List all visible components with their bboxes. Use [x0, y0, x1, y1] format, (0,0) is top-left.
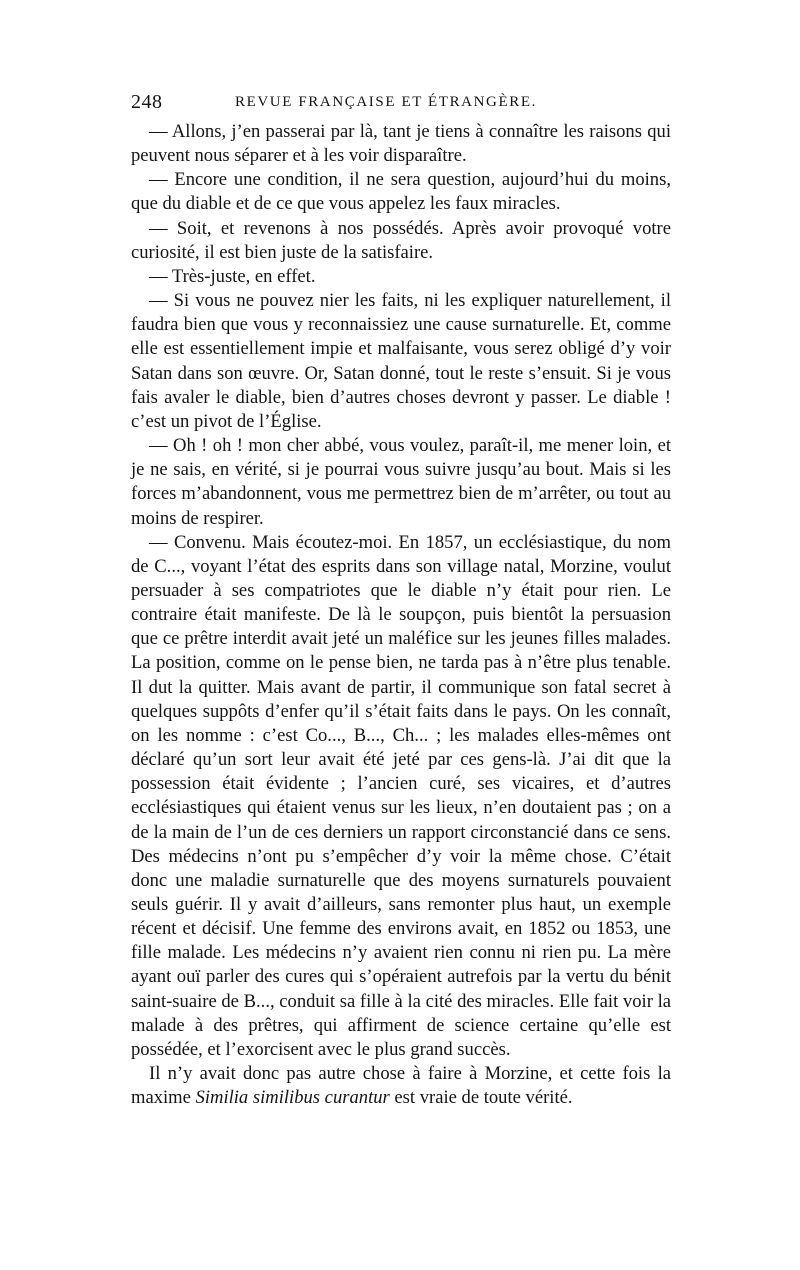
paragraph: — Soit, et revenons à nos possédés. Après avoir provoqué votre curiosité, il est bien juste de la satisfaire. [131, 217, 671, 263]
paragraph: — Si vous ne pouvez nier les faits, ni les expliquer naturellement, il faudra bien que vous y reconnaissiez une cause surnaturelle. Et, comme elle est essentiellement impie et malfaisante, vous serez obligé d’y voir Satan dans son œuvre. Or, Satan donné, tout le reste s’ensuit. Si je vous fais avaler le diable, bien d’autres choses devront y passer. Le diable ! c’est un pivot de l’Église. [131, 290, 671, 432]
book-page [131, 88, 671, 1110]
paragraph: — Oh ! oh ! mon cher abbé, vous voulez, paraît-il, me mener loin, et je ne sais, en vérité, si je pourrai vous suivre jusqu’au bout. Mais si les forces m’abandonnent, vous me permettrez bien de m’arrêter, ou tout au moins de respirer. [131, 435, 671, 529]
latin-maxim: Similia similibus curantur [195, 1087, 390, 1109]
body-text [131, 120, 671, 1110]
paragraph: — Allons, j’en passerai par là, tant je tiens à connaître les raisons qui peuvent nous séparer et à les voir disparaître. [131, 121, 671, 167]
final-paragraph-text-end: est vraie de toute vérité. [389, 1087, 573, 1109]
final-paragraph [131, 1062, 671, 1110]
page-number: 248 [131, 91, 163, 113]
paragraph: — Convenu. Mais écoutez-moi. En 1857, un ecclésiastique, du nom de C..., voyant l’état des esprits dans son village natal, Morzine, voulut persuader à ses compatriotes que le diable n’y était pour rien. Le contraire était manifeste. De là le soupçon, puis bientôt la persuasion que ce prêtre interdit avait jeté un maléfice sur les jeunes filles malades. La position, comme on le pense bien, ne tarda pas à n’être plus tenable. Il dut la quitter. Mais avant de partir, il communique son fatal secret à quelques suppôts d’enfer qu’il s’était faits dans le pays. On les connaît, on les nomme : c’est Co..., B..., Ch... ; les malades elles-mêmes ont déclaré qu’un sort leur avait été jeté par ces gens-là. J’ai dit que la possession était évidente ; l’ancien curé, ses vicaires, et d’autres ecclésiastiques qui étaient venus sur les lieux, n’en doutaient pas ; on a de la main de l’un de ces derniers un rapport circonstancié dans ce sens. Des médecins n’ont pu s’empêcher d’y voir la même chose. C’était donc une maladie surnaturelle que des moyens surnaturels pouvaient seuls guérir. Il y avait d’ailleurs, sans remonter plus haut, un exemple récent et décisif. Une femme des environs avait, en 1852 ou 1853, une fille malade. Les médecins n’y avaient rien connu ni rien pu. La mère ayant ouï parler des cures qui s’opéraient autrefois par la vertu du bénit saint-suaire de B..., conduit sa fille à la cité des miracles. Elle fait voir la malade à des prêtres, qui affirment de science certaine qu’elle est possédée, et l’exorcisent avec le plus grand succès. [131, 531, 671, 1060]
running-title: REVUE FRANÇAISE ET ÉTRANGÈRE. [235, 94, 537, 110]
running-head [131, 88, 671, 116]
paragraph: — Très-juste, en effet. [149, 265, 316, 287]
final-paragraph-text: Il n’y avait donc pas autre chose à faire à Morzine, et cette fois la maxime [131, 1063, 671, 1109]
paragraph: — Encore une condition, il ne sera question, aujourd’hui du moins, que du diable et de ce que vous appelez les faux miracles. [131, 169, 671, 215]
